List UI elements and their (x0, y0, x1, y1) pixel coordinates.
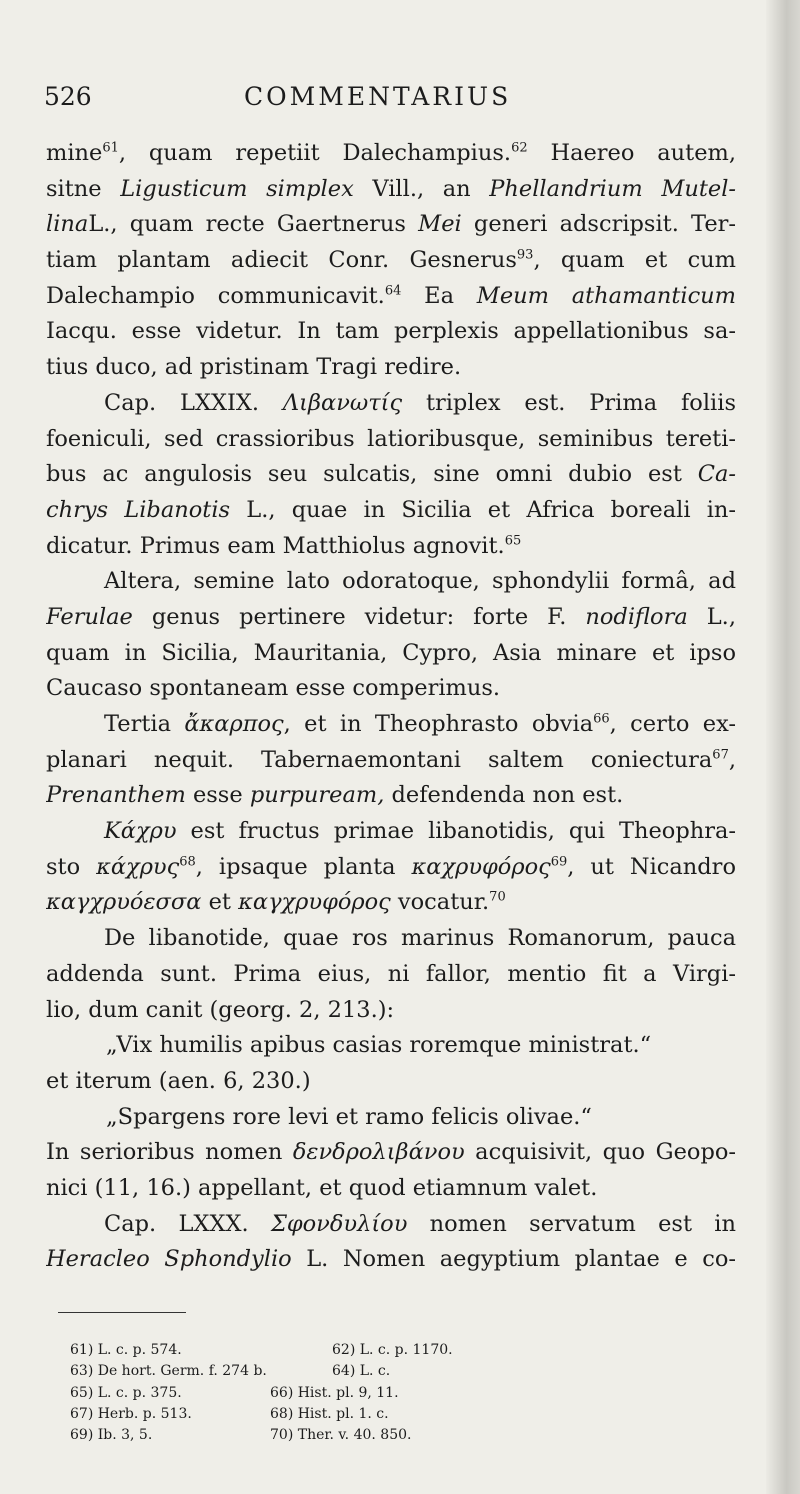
footnote-row (70, 1361, 590, 1382)
footnote: 64) L. c. (332, 1363, 391, 1380)
text-line: Prenanthem esse purpuream, defendenda non est. (46, 782, 624, 809)
text-line: Dalechampio communicavit.$^{64}$ Ea Meum athamanticum (46, 282, 736, 309)
text-line: chrys Libanotis L., quae in Sicilia et Africa boreali in- (46, 496, 736, 523)
verse-quote: „Vix humilis apibus casias roremque ministrat.“ (106, 1032, 652, 1059)
text-line: Iacqu. esse videtur. In tam perplexis appellationibus sa- (46, 318, 736, 345)
text-line: bus ac angulosis seu sulcatis, sine omni dubio est Ca- (46, 461, 736, 488)
text-line: linaL., quam recte Gaertnerus Mei generi adscripsit. Ter- (46, 211, 736, 238)
text-line: quam in Sicilia, Mauritania, Cypro, Asia minare et ipso (46, 639, 736, 666)
verse-quote: „Spargens rore levi et ramo felicis olivae.“ (106, 1103, 592, 1130)
text-line: Κάχρυ est fructus primae libanotidis, qui Theophra- (104, 818, 736, 845)
text-line: tius duco, ad pristinam Tragi redire. (46, 354, 462, 381)
text-line: foeniculi, sed crassioribus latioribusque, seminibus tereti- (46, 425, 736, 452)
text-line: planari nequit. Tabernaemontani saltem coniectura$^{67}$, (46, 746, 736, 773)
footnote: 67) Herb. p. 513. (70, 1405, 192, 1422)
text-line: nici (11, 16.) appellant, et quod etiamnum valet. (46, 1174, 598, 1201)
text-line: In serioribus nomen δενδρολιβάνου acquisivit, quo Geopo- (46, 1139, 736, 1166)
text-line: addenda sunt. Prima eius, ni fallor, mentio fit a Virgi- (46, 960, 736, 987)
text-line: lio, dum canit (georg. 2, 213.): (46, 996, 395, 1023)
footnote: 65) L. c. p. 375. (70, 1384, 182, 1401)
footnote: 66) Hist. pl. 9, 11. (270, 1384, 399, 1401)
chapter-heading-line: Cap. LXXX. Σφονδυλίου nomen servatum est in (104, 1210, 736, 1237)
footnote-row (70, 1425, 590, 1446)
text-line: De libanotide, quae ros marinus Romanorum, pauca (104, 925, 736, 952)
footnote: 70) Ther. v. 40. 850. (270, 1427, 412, 1444)
page-edge (766, 0, 800, 1494)
text-line: dicatur. Primus eam Matthiolus agnovit.$^{65}$ (46, 532, 522, 559)
footnote: 69) Ib. 3, 5. (70, 1427, 153, 1444)
footnote-row (70, 1340, 590, 1361)
footnote: 63) De hort. Germ. f. 274 b. (70, 1363, 267, 1380)
page-header (0, 82, 800, 122)
text-line: Heracleo Sphondylio L. Nomen aegyptium plantae e co- (46, 1246, 736, 1273)
text-line: Caucaso spontaneam esse comperimus. (46, 675, 501, 702)
text-line: sto κάχρυς$^{68}$, ipsaque planta καχρυφόρος$^{69}$, ut Nicandro (46, 853, 736, 880)
text-line: καγχρυόεσσα et καγχρυφόρος vocatur.$^{70}$ (46, 889, 506, 916)
page-number: 526 (44, 82, 92, 111)
text-line: sitne Ligusticum simplex Vill., an Phellandrium Mutel- (46, 175, 736, 202)
footnote-divider (58, 1312, 186, 1313)
running-title: COMMENTARIUS (244, 82, 512, 111)
footnote: 61) L. c. p. 574. (70, 1342, 182, 1358)
footnote-row (70, 1383, 590, 1404)
text-line: et iterum (aen. 6, 230.) (46, 1067, 311, 1094)
chapter-heading-line: Cap. LXXIX. Λιβανωτίς triplex est. Prima foliis (104, 389, 736, 416)
footnote: 62) L. c. p. 1170. (332, 1342, 453, 1358)
main-text (46, 136, 736, 1278)
text-line: Tertia ἄκαρπος, et in Theophrasto obvia$^{66}$, certo ex- (104, 711, 736, 737)
text-line: Altera, semine lato odoratoque, sphondylii formâ, ad (104, 568, 736, 595)
footnote-row (70, 1404, 590, 1425)
text-line: mine$^{61}$, quam repetiit Dalechampius.$^{62}$ Haereo autem, (46, 140, 736, 166)
footnotes (70, 1340, 590, 1446)
footnote: 68) Hist. pl. 1. c. (270, 1405, 389, 1422)
text-line: Ferulae genus pertinere videtur: forte F. nodiflora L., (46, 603, 736, 630)
text-line: tiam plantam adiecit Conr. Gesnerus$^{93}$, quam et cum (46, 247, 736, 274)
